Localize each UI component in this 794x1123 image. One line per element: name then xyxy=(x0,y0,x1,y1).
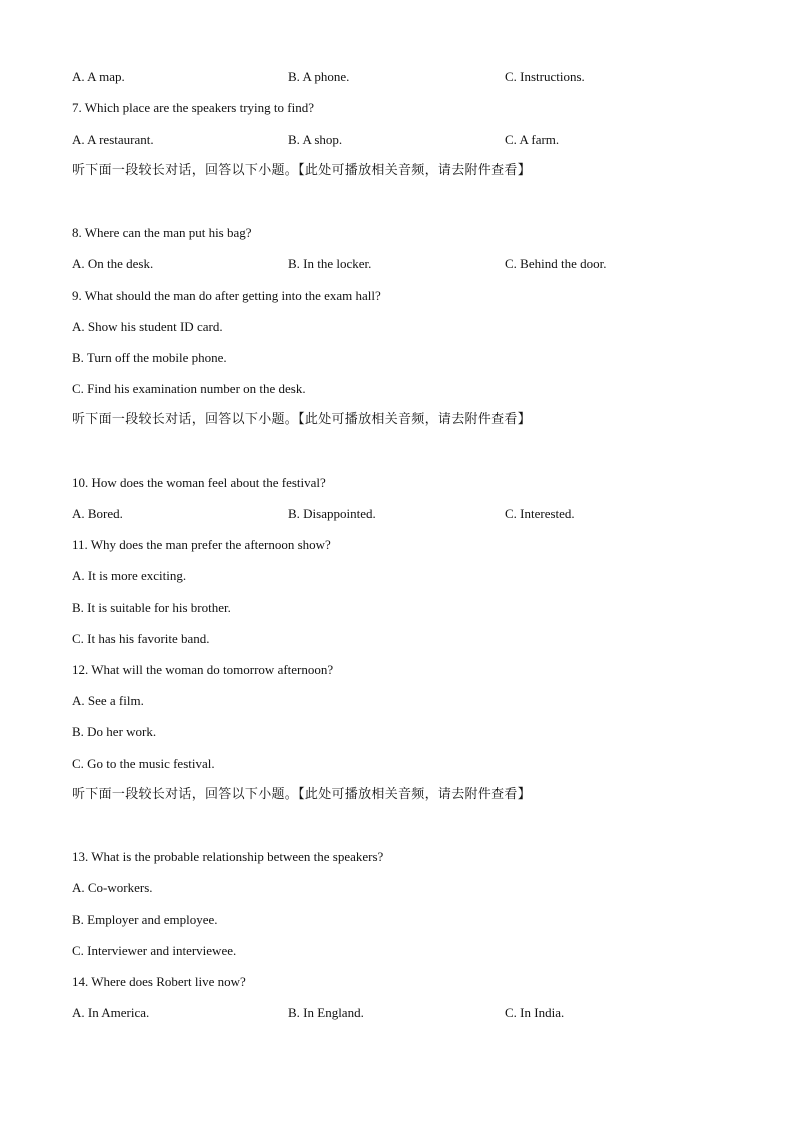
option-c: C. Instructions. xyxy=(505,69,585,84)
text-line: C. Interviewer and interviewee. xyxy=(72,943,237,958)
text-line: C. Find his examination number on the desk. xyxy=(72,381,306,396)
text-line: 8. Where can the man put his bag? xyxy=(72,225,252,240)
option-c: C. Behind the door. xyxy=(505,256,607,271)
option-a: A. On the desk. xyxy=(72,256,154,271)
option-a: A. A map. xyxy=(72,69,125,84)
text-line: B. Do her work. xyxy=(72,724,157,739)
text-line: 14. Where does Robert live now? xyxy=(72,974,246,989)
text-line: C. Go to the music festival. xyxy=(72,756,215,771)
option-a: A. A restaurant. xyxy=(72,132,154,147)
option-row xyxy=(72,1005,752,1021)
option-b: B. In the locker. xyxy=(288,256,372,271)
option-row xyxy=(72,256,752,272)
text-line: 9. What should the man do after getting into the exam hall? xyxy=(72,288,381,303)
text-line: 10. How does the woman feel about the festival? xyxy=(72,475,326,490)
text-line: B. Employer and employee. xyxy=(72,912,218,927)
text-line: 11. Why does the man prefer the afternoon show? xyxy=(72,537,331,552)
text-line: A. Show his student ID card. xyxy=(72,319,223,334)
text-line: A. See a film. xyxy=(72,693,144,708)
option-row xyxy=(72,132,752,148)
option-b: B. A shop. xyxy=(288,132,343,147)
section-instruction: 听下面一段较长对话，回答以下小题。【此处可播放相关音频，请去附件查看】 xyxy=(72,412,532,427)
option-b: B. Disappointed. xyxy=(288,506,376,521)
option-row xyxy=(72,69,752,85)
option-b: B. A phone. xyxy=(288,69,350,84)
option-a: A. In America. xyxy=(72,1005,150,1020)
option-a: A. Bored. xyxy=(72,506,123,521)
section-instruction: 听下面一段较长对话，回答以下小题。【此处可播放相关音频，请去附件查看】 xyxy=(72,163,532,178)
text-line: 13. What is the probable relationship between the speakers? xyxy=(72,849,384,864)
text-line: B. Turn off the mobile phone. xyxy=(72,350,227,365)
option-b: B. In England. xyxy=(288,1005,364,1020)
text-line: A. It is more exciting. xyxy=(72,568,187,583)
text-line: 7. Which place are the speakers trying to find? xyxy=(72,100,314,115)
text-line: A. Co-workers. xyxy=(72,880,153,895)
text-line: B. It is suitable for his brother. xyxy=(72,600,231,615)
option-row xyxy=(72,506,752,522)
option-c: C. A farm. xyxy=(505,132,560,147)
option-c: C. In India. xyxy=(505,1005,565,1020)
option-c: C. Interested. xyxy=(505,506,575,521)
section-instruction: 听下面一段较长对话，回答以下小题。【此处可播放相关音频，请去附件查看】 xyxy=(72,787,532,802)
text-line: 12. What will the woman do tomorrow afternoon? xyxy=(72,662,334,677)
text-line: C. It has his favorite band. xyxy=(72,631,210,646)
